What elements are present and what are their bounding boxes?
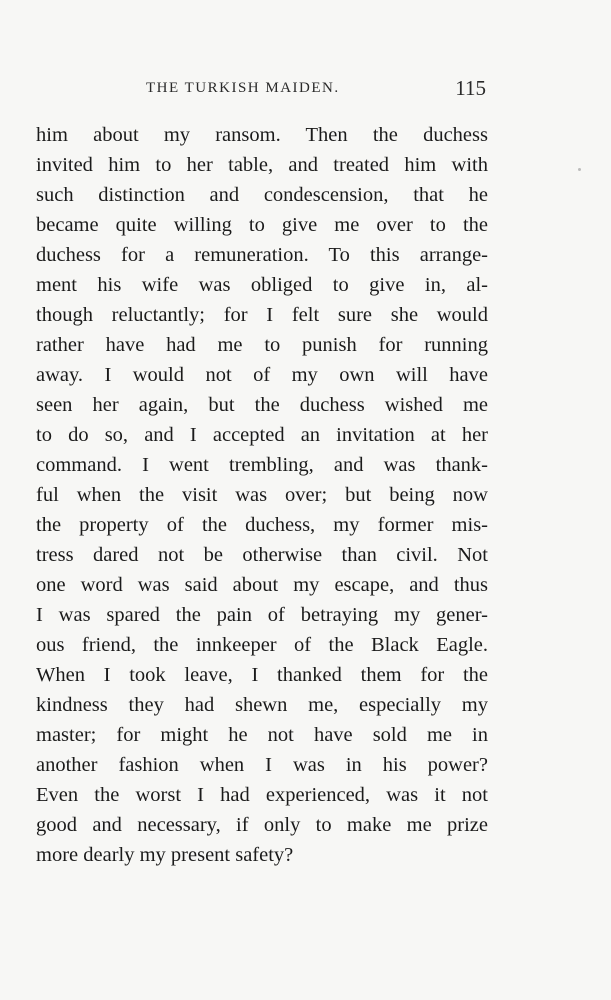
- text-line: seen her again, but the duchess wished me: [36, 394, 488, 416]
- text-line: though reluctantly; for I felt sure she would: [36, 304, 488, 326]
- text-line: away. I would not of my own will have: [36, 364, 488, 386]
- text-line: the property of the duchess, my former mis-: [36, 514, 488, 536]
- paper-speck: [578, 168, 581, 171]
- running-title: THE TURKISH MAIDEN.: [146, 80, 340, 96]
- text-line: I was spared the pain of betraying my gener-: [36, 604, 488, 626]
- running-head: [146, 76, 486, 100]
- text-line: duchess for a remuneration. To this arrange-: [36, 244, 488, 266]
- text-line: Even the worst I had experienced, was it not: [36, 784, 488, 806]
- text-line: another fashion when I was in his power?: [36, 754, 488, 776]
- text-line: to do so, and I accepted an invitation at her: [36, 424, 488, 446]
- page-number: 115: [455, 76, 486, 100]
- text-line: more dearly my present safety?: [36, 844, 294, 866]
- text-line: ful when the visit was over; but being now: [36, 484, 488, 506]
- body-text: [36, 120, 488, 870]
- text-line: him about my ransom. Then the duchess: [36, 124, 488, 146]
- text-line: such distinction and condescension, that he: [36, 184, 488, 206]
- text-line: invited him to her table, and treated him with: [36, 154, 488, 176]
- text-line: tress dared not be otherwise than civil. Not: [36, 544, 488, 566]
- text-line: When I took leave, I thanked them for the: [36, 664, 488, 686]
- text-line: rather have had me to punish for running: [36, 334, 488, 356]
- text-line: master; for might he not have sold me in: [36, 724, 488, 746]
- text-line: became quite willing to give me over to the: [36, 214, 488, 236]
- text-line: one word was said about my escape, and thus: [36, 574, 488, 596]
- text-line: command. I went trembling, and was thank-: [36, 454, 488, 476]
- text-line: kindness they had shewn me, especially my: [36, 694, 488, 716]
- text-line: ment his wife was obliged to give in, al-: [36, 274, 488, 296]
- text-line: good and necessary, if only to make me prize: [36, 814, 488, 836]
- text-line: ous friend, the innkeeper of the Black Eagle.: [36, 634, 488, 656]
